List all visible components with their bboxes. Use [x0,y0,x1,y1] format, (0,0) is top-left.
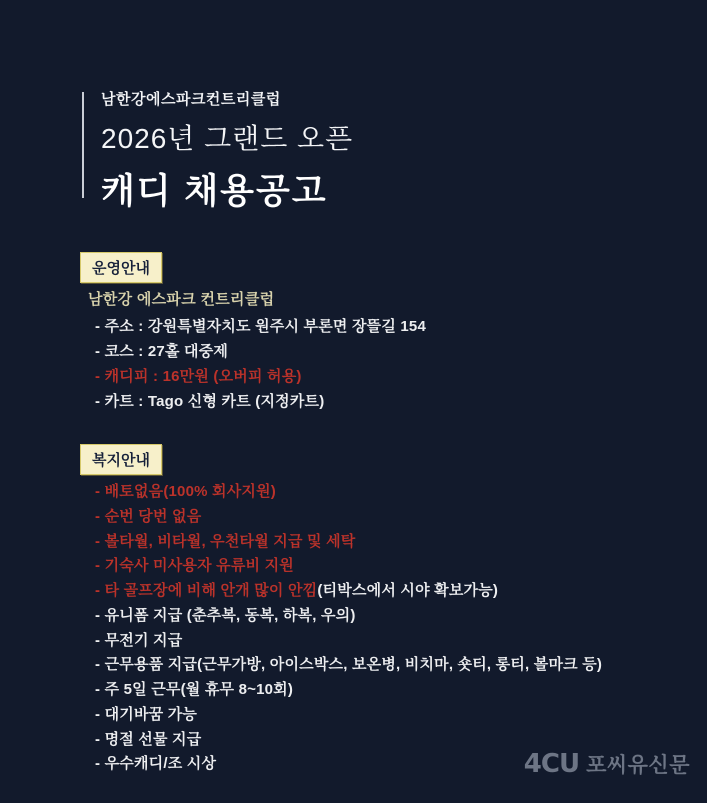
list-item-text: - 주 5일 근무(월 휴무 8~10회) [95,681,294,698]
list-item-text: - 대기바꿈 가능 [95,705,198,723]
header-accent-bar [82,92,84,198]
list-item-text: - 명절 선물 지급 [95,730,202,748]
list-item [95,653,602,678]
list-item [95,678,602,703]
list-item-highlight-text: - 볼타월, 비타월, 우천타월 지급 및 세탁 [95,532,356,550]
operations-section-badge: 운영안내 [80,252,162,283]
list-item [95,339,426,364]
list-item-highlight-text: - 기숙사 미사용자 유류비 지원 [95,557,294,575]
club-name: 남한강에스파크컨트리클럽 [101,91,281,108]
operations-intro: 남한강 에스파크 컨트리클럽 [88,291,275,308]
list-item [95,554,602,579]
list-item-text: - 주소 : 강원특별자치도 원주시 부론면 장뜰길 154 [95,318,427,335]
list-item-text: - 코스 : 27홀 대중제 [95,343,229,360]
list-item [95,530,602,555]
operations-list [95,314,426,414]
list-item [95,604,602,629]
list-item-highlight-text: - 캐디피 : 16만원 (오버피 허용) [95,368,302,385]
list-item-text: - 카트 : Tago 신형 카트 (지정카트) [95,393,325,410]
list-item-text: - 유니폼 지급 (춘추복, 동복, 하복, 우의) [95,606,356,624]
press-logo: 4CU [523,749,580,779]
list-item [95,505,602,530]
list-item [95,629,602,654]
poster-header [101,88,353,214]
list-item-highlight-text: - 순번 당번 없음 [95,507,202,525]
list-item [95,703,602,728]
list-item-text: - 무전기 지급 [95,631,183,649]
welfare-section-badge: 복지안내 [80,444,162,475]
list-item [95,579,602,604]
list-item [95,364,426,389]
list-item [95,389,426,414]
list-item-highlight-text: - 타 골프장에 비해 안개 많이 안낌 [95,582,318,599]
list-item-text: - 우수캐디/조 시상 [95,755,217,773]
press-watermark [524,749,690,779]
list-item [95,480,602,505]
welfare-list [95,480,602,777]
poster-title: 캐디 채용공고 [101,172,328,211]
list-item-text: (티박스에서 시야 확보가능) [317,582,499,599]
list-item [95,314,426,339]
list-item-text: - 근무용품 지급(근무가방, 아이스박스, 보온병, 비치마, 숏티, 롱티, 볼마크 등) [95,656,603,674]
list-item-highlight-text: - 배토없음(100% 회사지원) [95,483,277,500]
poster-subtitle: 2026년 그랜드 오픈 [101,123,354,154]
press-name: 포씨유신문 [586,754,690,777]
